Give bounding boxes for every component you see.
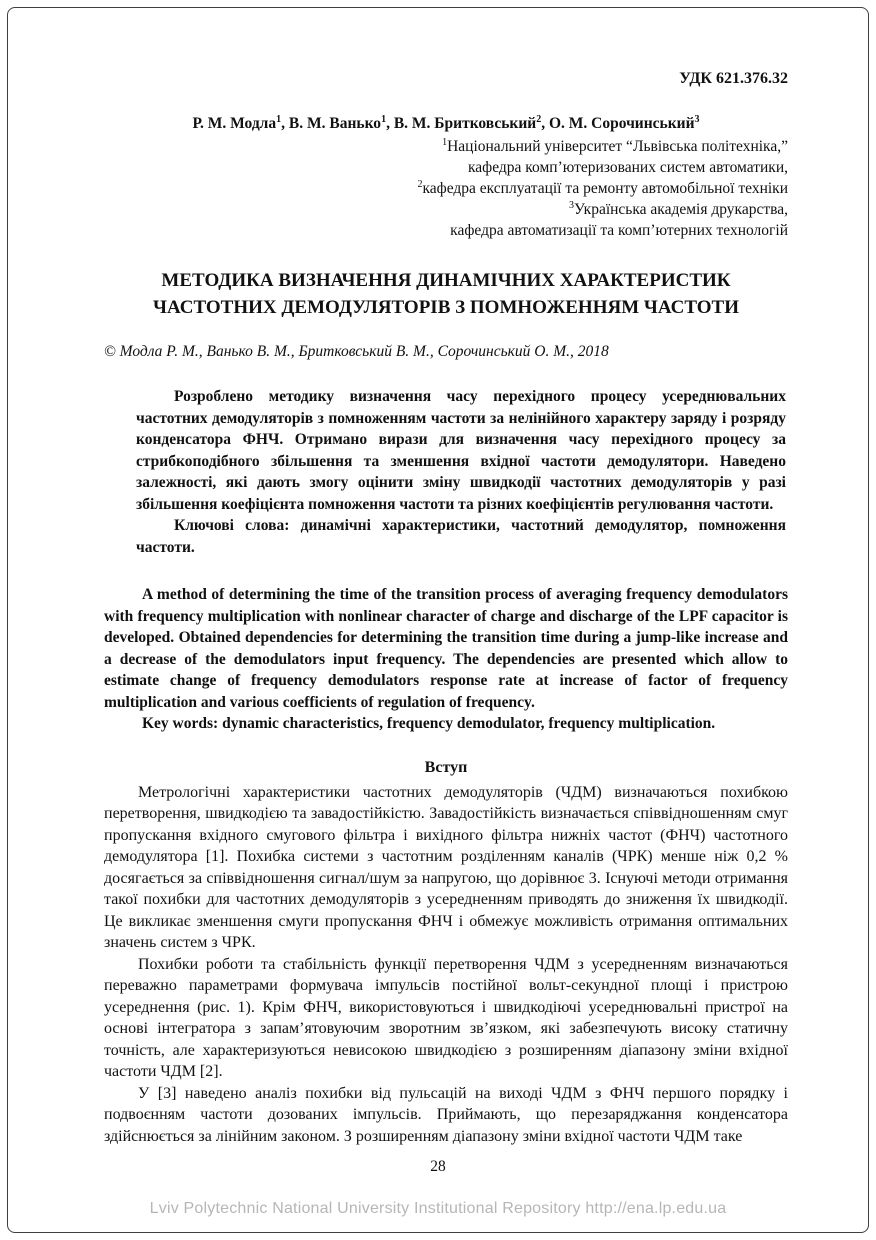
body-paragraph: Метрологічні характеристики частотних демодуляторів (ЧДМ) визначаються похибкою перетворення, швидкодією та завадостійкістю. Завадостійкість визначається співвідношенням смуг пропускання вхідного смугового фільтра і вихідного фільтра нижніх частот (ФНЧ) частотного демодулятора [1]. Похибка системи з частотним розділенням каналів (ЧРК) менше ніж 0,2 % досягається за співвідношення сигнал/шум за напругою, що дорівнює 3. Існуючі методи отримання такої похибки для частотних демодуляторів з усередненням приводять до зниження їх швидкодії. Це викликає зменшення смуги пропускання ФНЧ і обмежує можливість отримання оптимальних значень систем з ЧРК.	[104, 783, 788, 951]
affiliation-line	[104, 136, 788, 157]
copyright-line: © Модла Р. М., Ванько В. М., Бритковський В. М., Сорочинський О. М., 2018	[104, 343, 609, 360]
affiliation-text: кафедра експлуатації та ремонту автомобільної техніки	[422, 180, 788, 197]
udk-code: УДК 621.376.32	[679, 70, 788, 87]
author-name: , В. М. Бритковський	[386, 115, 537, 132]
affiliation-line	[104, 199, 788, 220]
affiliation-line	[104, 178, 788, 199]
affiliations-block	[104, 136, 788, 241]
author-name: , О. М. Сорочинський	[541, 115, 695, 132]
abstract-uk-paragraph: Розроблено методику визначення часу перехідного процесу усереднювальних частотних демодуляторів з помноженням частоти за нелінійного характеру заряду і розряду конденсатора ФНЧ. Отримано вирази для визначення часу перехідного процесу за стрибкоподібного збільшення та зменшення вхідної частоти демодулятори. Наведено залежності, які дають змогу оцінити зміну швидкодії частотних демодуляторів у разі збільшення коефіцієнта помноження частоти та різних коефіцієнтів регулювання частоти.	[136, 388, 786, 513]
author-name: Р. М. Модла	[192, 115, 277, 132]
author-name: , В. М. Ванько	[281, 115, 382, 132]
affiliation-text: кафедра комп’ютеризованих систем автоматики,	[468, 159, 788, 176]
abstract-uk-keywords: Ключові слова: динамічні характеристики, частотний демодулятор, помноження частоти.	[136, 517, 786, 556]
page-number: 28	[430, 1158, 446, 1175]
affiliation-text: Національний університет “Львівська політехніка,”	[447, 138, 788, 155]
abstract-en-paragraph: A method of determining the time of the transition process of averaging frequency demodulators with frequency multiplication with nonlinear character of charge and discharge of the LPF capacitor is developed. Obtained dependencies for determining the transition time during a jump-like increase and a decrease of the demodulators input frequency. The dependencies are presented which allow to estimate change of frequency demodulators response rate at increase of factor of frequency multiplication and various coefficients of regulation of frequency.	[104, 586, 788, 711]
affiliation-text: Українська академія друкарства,	[574, 201, 788, 218]
author-affiliation-ref: 3	[694, 113, 700, 125]
body-paragraph: У [3] наведено аналіз похибки від пульсацій на виході ЧДМ з ФНЧ першого порядку і подвоєнням частоти дозованих імпульсів. Приймають, що перезаряджання конденсатора здійснюється за лінійним законом. З розширенням діапазону зміни вхідної частоти ЧДМ таке	[104, 1084, 788, 1145]
body-paragraph: Похибки роботи та стабільність функції перетворення ЧДМ з усередненням визначаються переважно параметрами формувача імпульсів постійної вольт-секундної площі і пристрою усереднення (рис. 1). Крім ФНЧ, використовуються і швидкодіючі усереднювальні пристрої на основі інтегратора з запам’ятовуючим зворотним зв’язком, які забезпечують високу статичну точність, але характеризуються невисокою швидкодією з розширенням діапазону зміни вхідної частоти ЧДМ [2].	[104, 955, 788, 1080]
affiliation-line	[104, 220, 788, 241]
authors-line	[104, 113, 788, 134]
affiliation-line	[104, 157, 788, 178]
abstract-en-keywords: Key words: dynamic characteristics, frequency demodulator, frequency multiplication.	[142, 715, 716, 732]
affiliation-sup: 3	[569, 199, 575, 211]
author-affiliation-ref: 1	[276, 113, 282, 125]
author-affiliation-ref: 2	[536, 113, 542, 125]
repository-footer: Lviv Polytechnic National University Institutional Repository http://ena.lp.edu.ua	[149, 1200, 727, 1217]
affiliation-sup: 2	[417, 178, 423, 190]
section-heading-vstup: Вступ	[424, 758, 468, 776]
article-title: МЕТОДИКА ВИЗНАЧЕННЯ ДИНАМІЧНИХ ХАРАКТЕРИСТИК ЧАСТОТНИХ ДЕМОДУЛЯТОРІВ З ПОМНОЖЕННЯМ ЧАСТОТИ	[153, 270, 739, 318]
affiliation-text: кафедра автоматизації та комп’ютерних технологій	[450, 222, 788, 239]
author-affiliation-ref: 1	[381, 113, 387, 125]
affiliation-sup: 1	[442, 136, 448, 148]
